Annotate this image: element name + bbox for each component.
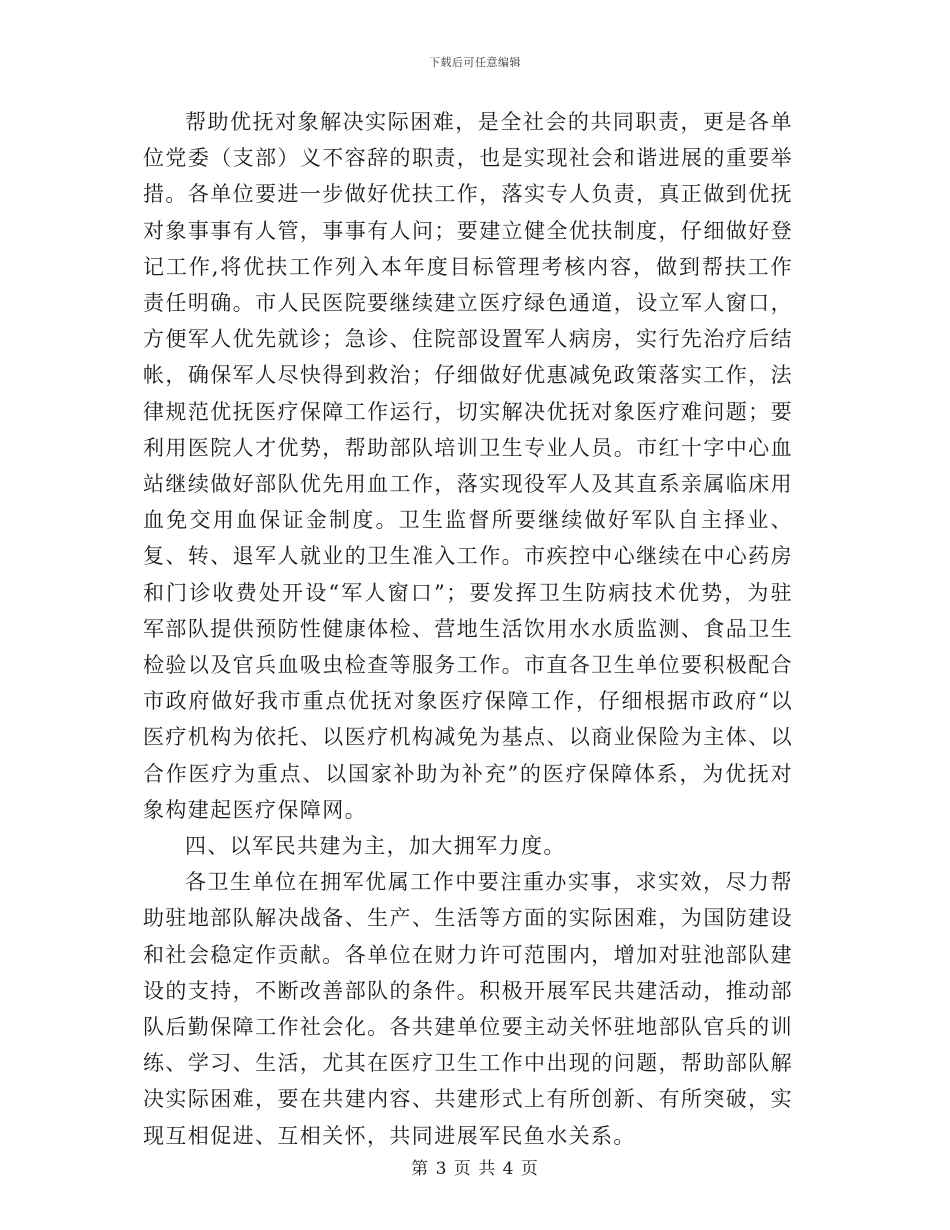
page-number-footer: 第 3 页 共 4 页 bbox=[411, 1159, 539, 1179]
body-paragraph: 帮助优抚对象解决实际困难，是全社会的共同职责，更是各单位党委（支部）义不容辞的职责，也是实现社会和谐进展的重要举措。各单位要进一步做好优扶工作，落实专人负责，真正做到优抚对象事事有人管，事事有人问；要建立健全优扶制度，仔细做好登记工作,将优扶工作列入本年度目标管理考核内容，做到帮扶工作责任明确。市人民医院要继续建立医疗绿色通道，设立军人窗口，方便军人优先就诊；急诊、住院部设置军人病房，实行先治疗后结帐，确保军人尽快得到救治；仔细做好优惠减免政策落实工作，法律规范优抚医疗保障工作运行，切实解决优抚对象医疗难问题；要利用医院人才优势，帮助部队培训卫生专业人员。市红十字中心血站继续做好部队优先用血工作，落实现役军人及其直系亲属临床用血免交用血保证金制度。卫生监督所要继续做好军队自主择业、复、转、退军人就业的卫生准入工作。市疾控中心继续在中心药房和门诊收费处开设“军人窗口”；要发挥卫生防病技术优势，为驻军部队提供预防性健康体检、营地生活饮用水水质监测、食品卫生检验以及官兵血吸虫检查等服务工作。市直各卫生单位要积极配合市政府做好我市重点优抚对象医疗保障工作，仔细根据市政府“以医疗机构为依托、以医疗机构减免为基点、以商业保险为主体、以合作医疗为重点、以国家补助为补充”的医疗保障体系，为优抚对象构建起医疗保障网。 bbox=[143, 110, 793, 822]
page-header: 下载后可任意编辑 bbox=[429, 56, 521, 69]
body-paragraph: 各卫生单位在拥军优属工作中要注重办实事，求实效，尽力帮助驻地部队解决战备、生产、生活等方面的实际困难，为国防建设和社会稳定作贡献。各单位在财力许可范围内，增加对驻池部队建设的支持，不断改善部队的条件。积极开展军民共建活动，推动部队后勤保障工作社会化。各共建单位要主动关怀驻地部队官兵的训练、学习、生活，尤其在医疗卫生工作中出现的问题，帮助部队解决实际困难，要在共建内容、共建形式上有所创新、有所突破，实现互相促进、互相关怀，共同进展军民鱼水关系。 bbox=[143, 870, 793, 1148]
document-body bbox=[143, 104, 793, 1154]
section-heading: 四、以军民共建为主，加大拥军力度。 bbox=[185, 834, 566, 859]
